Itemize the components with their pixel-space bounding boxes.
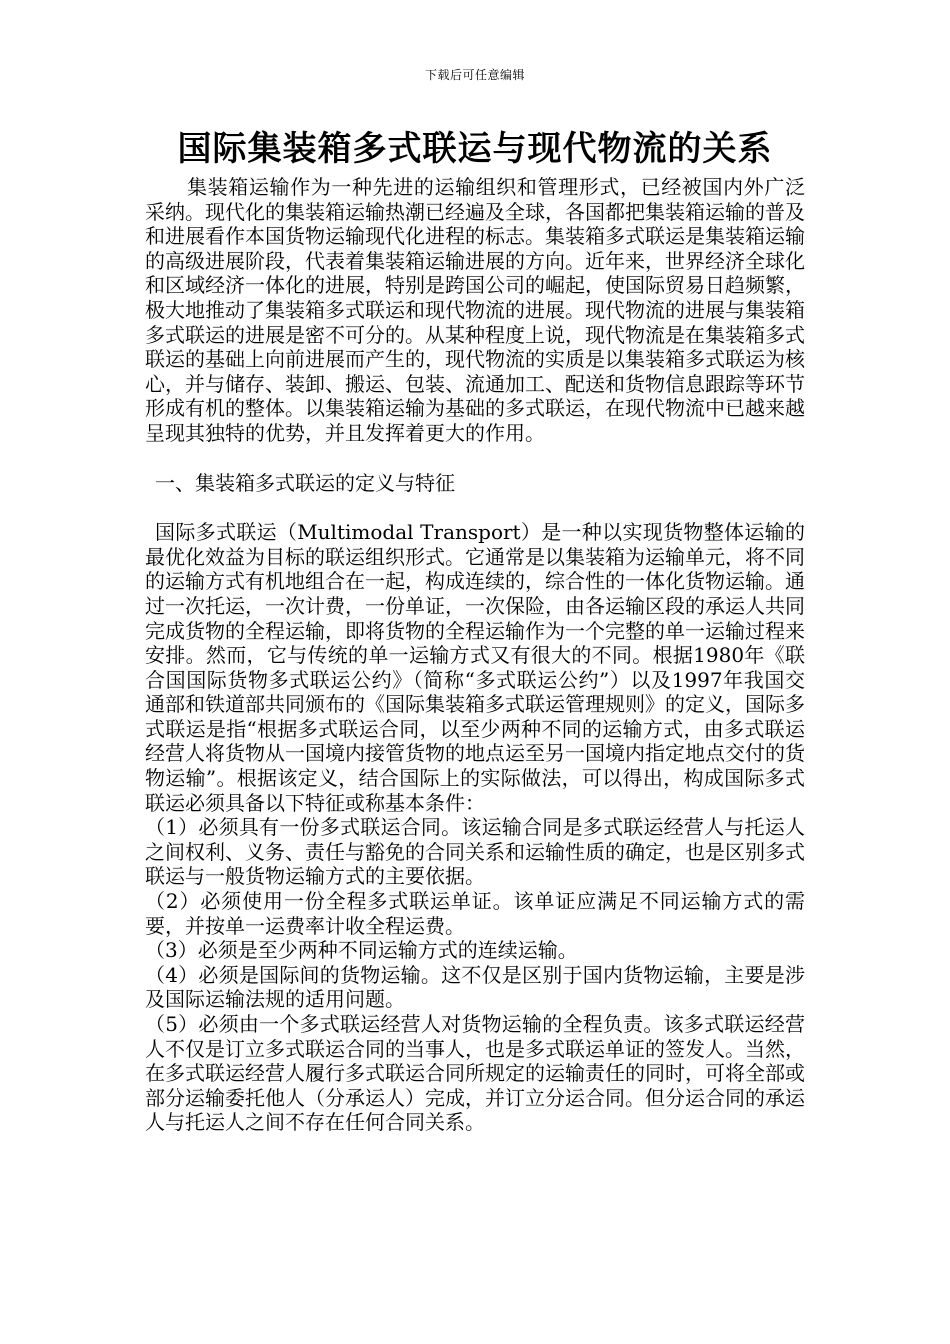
list-item: （3）必须是至少两种不同运输方式的连续运输。 bbox=[145, 938, 578, 963]
page-header: 下载后可任意编辑 bbox=[424, 68, 525, 82]
section-heading: 一、集装箱多式联运的定义与特征 bbox=[155, 470, 455, 495]
section-paragraph: 国际多式联运（Multimodal Transport）是一种以实现货物整体运输的最优化效益为目标的联运组织形式。它通常是以集装箱为运输单元，将不同的运输方式有机地组合在一起，构成连续的，综合性的一体化货物运输。通过一次托运，一次计费，一份单证，一次保险，由各运输区段的承运人共同完成货物的全程运输，即将货物的全程运输作为一个完整的单一运输过程来安排。然而，它与传统的单一运输方式又有很大的不同。根据1980年《联合国国际货物多式联运公约》（简称“多式联运公约”）以及1997年我国交通部和铁道部共同颁布的《国际集装箱多式联运管理规则》的定义，国际多式联运是指“根据多式联运合同，以至少两种不同的运输方式，由多式联运经营人将货物从一国境内接管货物的地点运至另一国境内指定地点交付的货物运输”。根据该定义，结合国际上的实际做法，可以得出，构成国际多式联运必须具备以下特征或称基本条件： bbox=[145, 520, 805, 815]
list-item: （1）必须具有一份多式联运合同。该运输合同是多式联运经营人与托运人之间权利、义务、责任与豁免的合同关系和运输性质的确定，也是区别多式联运与一般货物运输方式的主要依据。 bbox=[145, 815, 805, 889]
document-title: 国际集装箱多式联运与现代物流的关系 bbox=[177, 129, 773, 169]
intro-paragraph: 集装箱运输作为一种先进的运输组织和管理形式，已经被国内外广泛采纳。现代化的集装箱运输热潮已经遍及全球，各国都把集装箱运输的普及和进展看作本国货物运输现代化进程的标志。集装箱多式联运是集装箱运输的高级进展阶段，代表着集装箱运输进展的方向。近年来，世界经济全球化和区域经济一体化的进展，特别是跨国公司的崛起，使国际贸易日趋频繁，极大地推动了集装箱多式联运和现代物流的进展。现代物流的进展与集装箱多式联运的进展是密不可分的。从某种程度上说，现代物流是在集装箱多式联运的基础上向前进展而产生的，现代物流的实质是以集装箱多式联运为核心，并与储存、装卸、搬运、包装、流通加工、配送和货物信息跟踪等环节形成有机的整体。以集装箱运输为基础的多式联运，在现代物流中已越来越呈现其独特的优势，并且发挥着更大的作用。 bbox=[145, 175, 805, 445]
document-body bbox=[145, 175, 805, 1135]
list-item: （5）必须由一个多式联运经营人对货物运输的全程负责。该多式联运经营人不仅是订立多式联运合同的当事人，也是多式联运单证的签发人。当然，在多式联运经营人履行多式联运合同所规定的运输责任的同时，可将全部或部分运输委托他人（分承运人）完成，并订立分运合同。但分运合同的承运人与托运人之间不存在任何合同关系。 bbox=[145, 1012, 805, 1135]
list-item: （2）必须使用一份全程多式联运单证。该单证应满足不同运输方式的需要，并按单一运费率计收全程运费。 bbox=[145, 889, 805, 938]
list-item: （4）必须是国际间的货物运输。这不仅是区别于国内货物运输，主要是涉及国际运输法规的适用问题。 bbox=[145, 962, 805, 1012]
